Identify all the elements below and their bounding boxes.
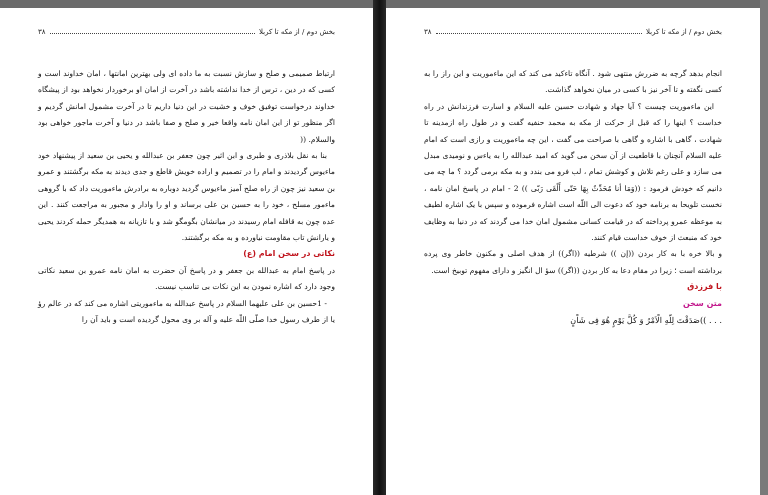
paragraph: ارتباط صمیمی و صلح و سازش نسبت به ما داده ای ولی بهترین امانتها ، امان خداوند است و کسی که در دین ، ترس از خدا نداشته باشد در آخرت از امان او برخوردار نخواهد بود از پیشگاه خداوند درخواست توفیق خوف و خشیت در این دنیا داریم تا در آخرت مشمول امانش گردیم و اگر منظور تو از این امان نامه واقعا خیر و صلح و صفا باشد در دنیا و آخرت ماجور خواهی بود والسلام. ((	[38, 69, 335, 144]
paragraph: بنا به نقل بلاذری و طبری و ابن اثیر چون جعفر بن عبدالله و یحیی بن سعید از پیشنهاد خود ماءیوس گردیدند و امام را در تصمیم و اراده خویش قاطع و جدی دیدند به مکه برگشتند و عمرو بن سعید نیز چون از راه صلح آمیز ماءیوس گردید دوباره به برادرش ماءموریت داد که با گروهی ماءمور مسلح ، خود را به حسین بن علی برساند و او را وادار و مجبور به مراجعت کنند . این عده چون به قافله امام رسیدند در میانشان بگومگو شد و با تازیانه به همدیگر حمله کردند یحیی و یارانش تاب مقاومت نیاورده و به مکه برگشتند.	[38, 151, 335, 243]
header-title: بخش دوم / از مکه تا کربلا	[258, 28, 335, 36]
header-dotted-rule	[436, 33, 642, 34]
right-page	[386, 8, 760, 495]
left-page	[0, 8, 373, 495]
arabic-quote: . . . ))صَدَقْتَ لِلّهِ الْاَمْرُ وَ كُلَّ یَوْمٍ هُوَ فِی شَاْنٍ	[570, 315, 722, 326]
header-dotted-rule	[50, 33, 255, 34]
header-title: بخش دوم / از مکه تا کربلا	[645, 28, 722, 36]
paragraph: - 1حسین بن علی علیهما السلام در پاسخ عبدالله به ماءموریتی اشاره می کند که در عالم رؤ یا از طرف رسول خدا صلّی اللّه علیه و آله بر وی محول گردیده است و باید آن را	[38, 298, 335, 325]
page-body	[424, 66, 722, 329]
paragraph: و بالا خره با به کار بردن ((إن )) شرطیه ((اگر)) از هدف اصلی و مکنون خاطر وی پرده برداشته است ؛ زیرا در مقام دعا به کار بردن ((اگر)) سؤ ال انگیز و دارای مفهوم توبیخ است.	[424, 249, 722, 275]
page-header	[38, 28, 335, 36]
section-heading: با فرزدق	[687, 282, 722, 292]
viewer-edge	[760, 0, 768, 495]
book-spine	[373, 0, 386, 495]
page-header	[424, 28, 722, 36]
paragraph: در پاسخ امام به عبدالله بن جعفر و در پاسخ آن حضرت به امان نامه عمرو بن سعید نکاتی وجود دارد که اشاره نمودن به این نکات بی تناسب نیست.	[38, 265, 335, 292]
paragraph: انجام بدهد گرچه به ضررش منتهی شود . آنگاه تاءکید می کند که این ماءموریت و این راز را به کسی نگفته و تا آخر نیز با کسی در میان نخواهد گذاشت.	[424, 69, 722, 95]
page-number: ۳۸	[38, 28, 46, 36]
section-heading: نکاتی در سخن امام (ع)	[243, 249, 335, 259]
subsection-heading: متن سخن	[682, 298, 722, 308]
page-body	[38, 66, 335, 329]
page-number: ۳۸	[424, 28, 432, 36]
paragraph: این ماءموریت چیست ؟ آیا جهاد و شهادت حسین علیه السلام و اسارت فرزندانش در راه خداست ؟ اینها را که قبل از حرکت از مکه به محمد حنفیه گفت و در طول راه ازمدینه تا شهادت ، گاهی با اشاره و گاهی با صراحت می گفت ، این چه ماءموریت و رازی است که امام علیه السلام آنچنان با قاطعیت از آن سخن می گوید که امید عبدالله را به یاءس و نومیدی مبدل می سازد و علی رغم تلاش و کوشش تمام ، لب فرو می بندد و به مکه برمی گردد ؟ ما چه می دانیم که خودش فرمود : ((وَمَا أنا مُحَدِّثٌ بِهَا حَتّی أَلْقَی رَبّی )) 2 - امام در پاسخ امان نامه ، نخست تلویحا به برنامه خود که دعوت الی اللّه است اشاره فرموده و سپس با یک اشاره لطیف به موعظه عمرو پرداخته که در قیامت کسانی مشمول امان خدا می گردند که در دنیا به وظایف خود که منبعث از خوف خداست قیام کنند.	[424, 101, 722, 243]
